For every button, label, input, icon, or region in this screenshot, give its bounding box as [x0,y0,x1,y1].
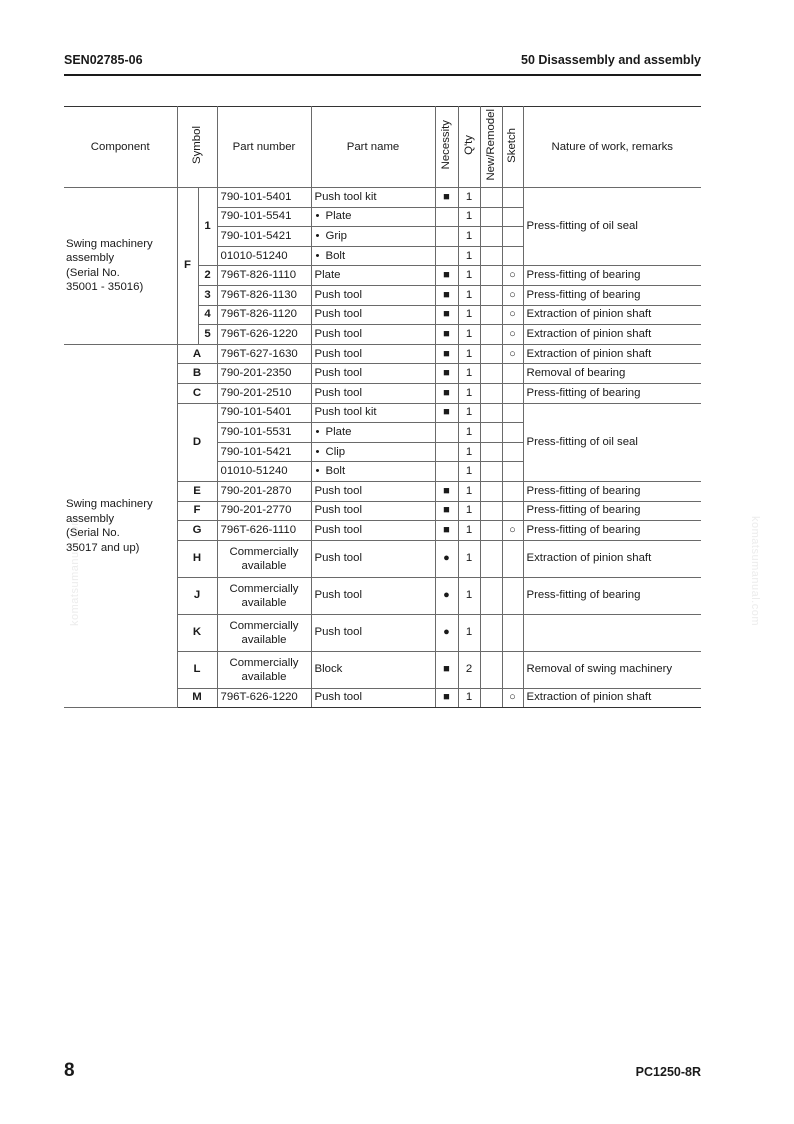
qty-cell: 1 [458,344,480,364]
symbol-cell: K [177,614,217,651]
qty-cell: 1 [458,501,480,521]
necessity-cell: ■ [435,364,458,384]
necessity-cell: ■ [435,521,458,541]
necessity-cell [435,442,458,462]
col-new-remodel: New/Remodel [480,107,502,188]
part-name-cell [311,285,435,305]
text-line: assembly [66,252,115,265]
part-number-cell: 790-201-2510 [217,383,311,403]
col-component: Component [64,107,177,188]
necessity-cell: ■ [435,403,458,423]
remarks-cell [523,614,701,651]
text-line: Commercially [229,619,299,632]
part-name-text: • Clip [315,446,346,458]
necessity-cell: ● [435,540,458,577]
symbol-cell: H [177,540,217,577]
part-number-cell: 790-201-2870 [217,481,311,501]
part-number-cell: 790-101-5401 [217,403,311,423]
sketch-cell [502,481,523,501]
sketch-cell [502,246,523,266]
necessity-cell: ■ [435,481,458,501]
remarks-cell: Press-fitting of bearing [523,521,701,541]
part-name-text: Push tool [314,484,362,497]
part-name-text: Plate [314,269,341,282]
remarks-cell: Extraction of pinion shaft [523,325,701,345]
sketch-cell [502,614,523,651]
sub-symbol-cell: 5 [198,325,217,345]
part-number-cell: 790-101-5541 [217,207,311,227]
symbol-cell: F [177,188,198,345]
part-number-cell: 790-201-2350 [217,364,311,384]
new-remodel-cell [480,383,502,403]
part-number-cell: 790-101-5421 [217,442,311,462]
necessity-cell: ■ [435,285,458,305]
part-number-cell: 796T-626-1220 [217,325,311,345]
sketch-cell [502,501,523,521]
col-necessity: Necessity [435,107,458,188]
part-name-cell [311,651,435,688]
part-name-text: Push tool [314,523,362,536]
sketch-cell: ○ [502,285,523,305]
part-name-text: • Grip [315,230,348,242]
sketch-cell: ○ [502,266,523,286]
qty-cell: 1 [458,305,480,325]
part-name-text: Push tool [314,552,362,565]
part-name-text: • Bolt [315,465,346,477]
part-number-cell [217,577,311,614]
part-name-text: Push tool [314,367,362,380]
part-number-cell: 796T-627-1630 [217,344,311,364]
necessity-cell: ■ [435,188,458,208]
part-name-text: Push tool [314,626,362,639]
new-remodel-cell [480,577,502,614]
new-remodel-cell [480,266,502,286]
part-name-cell [311,364,435,384]
part-name-cell [311,481,435,501]
remarks-cell: Press-fitting of bearing [523,266,701,286]
sketch-cell [502,651,523,688]
part-name-cell [311,344,435,364]
text-line: Swing machinery [66,498,153,511]
symbol-cell: G [177,521,217,541]
table-row [64,188,701,208]
part-name-text: Push tool [314,347,362,360]
part-number-cell: 01010-51240 [217,246,311,266]
new-remodel-cell [480,481,502,501]
part-name-text: • Plate [315,210,352,222]
remarks-cell: Extraction of pinion shaft [523,540,701,577]
part-name-cell [311,688,435,708]
col-qty: Q'ty [458,107,480,188]
part-number-cell: 790-101-5401 [217,188,311,208]
symbol-cell: D [177,403,217,481]
sub-symbol-cell: 3 [198,285,217,305]
model-name: PC1250-8R [635,1065,701,1079]
symbol-cell: J [177,577,217,614]
new-remodel-cell [480,227,502,247]
part-number-cell [217,614,311,651]
sketch-cell [502,540,523,577]
qty-cell: 1 [458,577,480,614]
part-number-cell: 790-201-2770 [217,501,311,521]
part-name-text: Push tool [314,691,362,704]
part-number-cell: 796T-626-1110 [217,521,311,541]
col-sketch: Sketch [502,107,523,188]
part-name-text: Push tool [314,308,362,321]
remarks-cell: Removal of bearing [523,364,701,384]
part-name-cell [311,325,435,345]
sketch-cell [502,462,523,482]
new-remodel-cell [480,540,502,577]
qty-cell: 1 [458,462,480,482]
new-remodel-cell [480,501,502,521]
necessity-cell: ■ [435,501,458,521]
text-line: available [241,633,287,646]
part-name-cell [311,188,435,208]
symbol-cell: E [177,481,217,501]
sketch-cell [502,577,523,614]
necessity-cell: ■ [435,266,458,286]
page-number: 8 [64,1060,75,1081]
new-remodel-cell [480,285,502,305]
qty-cell: 1 [458,266,480,286]
part-name-cell [311,577,435,614]
part-name-cell [311,383,435,403]
necessity-cell [435,207,458,227]
part-name-cell [311,423,435,443]
sketch-cell [502,364,523,384]
remarks-cell: Press-fitting of bearing [523,577,701,614]
sketch-cell [502,442,523,462]
qty-cell: 1 [458,285,480,305]
part-name-cell [311,227,435,247]
text-line: Commercially [229,582,299,595]
part-number-cell: 796T-826-1110 [217,266,311,286]
qty-cell: 1 [458,481,480,501]
component-cell [64,344,177,708]
remarks-cell: Press-fitting of bearing [523,501,701,521]
remarks-cell: Extraction of pinion shaft [523,344,701,364]
part-name-text: Push tool [314,288,362,301]
sketch-cell: ○ [502,344,523,364]
necessity-cell [435,423,458,443]
sub-symbol-cell: 4 [198,305,217,325]
qty-cell: 1 [458,403,480,423]
text-line: assembly [66,512,115,525]
qty-cell: 1 [458,207,480,227]
part-name-cell [311,207,435,227]
new-remodel-cell [480,462,502,482]
text-line: available [241,596,287,609]
part-number-cell: 790-101-5421 [217,227,311,247]
component-cell [64,188,177,345]
part-name-text: Push tool [314,589,362,602]
text-line: available [241,670,287,683]
remarks-cell: Removal of swing machinery [523,651,701,688]
sketch-cell [502,207,523,227]
remarks-cell: Press-fitting of bearing [523,285,701,305]
new-remodel-cell [480,651,502,688]
text-line: 35001 - 35016) [66,281,144,294]
new-remodel-cell [480,403,502,423]
part-number-cell: 796T-826-1120 [217,305,311,325]
sketch-cell [502,403,523,423]
qty-cell: 1 [458,364,480,384]
tools-table [64,106,701,708]
table-row [64,344,701,364]
part-name-cell [311,540,435,577]
part-number-cell [217,540,311,577]
text-line: (Serial No. [66,266,120,279]
part-number-cell [217,651,311,688]
symbol-cell: M [177,688,217,708]
part-name-cell [311,266,435,286]
sketch-cell [502,188,523,208]
new-remodel-cell [480,364,502,384]
sketch-cell: ○ [502,521,523,541]
new-remodel-cell [480,188,502,208]
qty-cell: 1 [458,383,480,403]
part-name-cell [311,501,435,521]
col-symbol: Symbol [177,107,217,188]
symbol-cell: F [177,501,217,521]
part-number-cell: 796T-826-1130 [217,285,311,305]
watermark-right: komatsumanual.com [749,516,761,626]
remarks-cell: Press-fitting of oil seal [523,403,701,481]
col-part-name: Part name [311,107,435,188]
qty-cell: 1 [458,614,480,651]
watermark-left: komatsumanual.com [69,516,81,626]
part-name-text: Push tool kit [314,190,377,203]
necessity-cell: ■ [435,651,458,688]
col-remarks: Nature of work, remarks [523,107,701,188]
qty-cell: 1 [458,442,480,462]
part-name-text: Block [314,663,343,676]
text-line: Commercially [229,656,299,669]
necessity-cell: ■ [435,325,458,345]
part-name-cell [311,462,435,482]
qty-cell: 1 [458,688,480,708]
necessity-cell: ● [435,577,458,614]
part-name-text: • Plate [315,426,352,438]
col-part-number: Part number [217,107,311,188]
qty-cell: 1 [458,540,480,577]
new-remodel-cell [480,423,502,443]
remarks-cell: Extraction of pinion shaft [523,688,701,708]
text-line: (Serial No. [66,527,120,540]
part-name-cell [311,246,435,266]
sketch-cell: ○ [502,305,523,325]
header-row [64,107,701,188]
remarks-cell: Extraction of pinion shaft [523,305,701,325]
necessity-cell: ■ [435,344,458,364]
text-line: available [241,559,287,572]
qty-cell: 1 [458,325,480,345]
remarks-cell: Press-fitting of oil seal [523,188,701,266]
part-name-text: Push tool kit [314,406,377,419]
text-line: Swing machinery [66,237,153,250]
section-title: 50 Disassembly and assembly [521,53,701,67]
part-number-cell: 01010-51240 [217,462,311,482]
new-remodel-cell [480,614,502,651]
header-rule [64,74,701,76]
part-name-cell [311,442,435,462]
qty-cell: 1 [458,521,480,541]
new-remodel-cell [480,246,502,266]
necessity-cell: ■ [435,688,458,708]
qty-cell: 1 [458,246,480,266]
qty-cell: 1 [458,188,480,208]
remarks-cell: Press-fitting of bearing [523,481,701,501]
part-number-cell: 790-101-5531 [217,423,311,443]
new-remodel-cell [480,305,502,325]
new-remodel-cell [480,207,502,227]
part-name-text: Push tool [314,327,362,340]
qty-cell: 1 [458,227,480,247]
part-name-cell [311,403,435,423]
qty-cell: 1 [458,423,480,443]
symbol-cell: L [177,651,217,688]
new-remodel-cell [480,344,502,364]
doc-code: SEN02785-06 [64,53,143,67]
necessity-cell [435,246,458,266]
necessity-cell [435,462,458,482]
necessity-cell: ■ [435,383,458,403]
sub-symbol-cell: 2 [198,266,217,286]
qty-cell: 2 [458,651,480,688]
necessity-cell: ● [435,614,458,651]
text-line: Commercially [229,545,299,558]
sketch-cell [502,227,523,247]
new-remodel-cell [480,688,502,708]
part-name-cell [311,614,435,651]
symbol-cell: C [177,383,217,403]
text-line: 35017 and up) [66,541,140,554]
part-name-cell [311,521,435,541]
part-name-text: Push tool [314,504,362,517]
sketch-cell: ○ [502,688,523,708]
necessity-cell [435,227,458,247]
symbol-cell: A [177,344,217,364]
remarks-cell: Press-fitting of bearing [523,383,701,403]
new-remodel-cell [480,442,502,462]
symbol-cell: B [177,364,217,384]
new-remodel-cell [480,521,502,541]
part-name-text: Push tool [314,386,362,399]
sub-symbol-cell: 1 [198,188,217,266]
necessity-cell: ■ [435,305,458,325]
part-name-text: • Bolt [315,250,346,262]
part-name-cell [311,305,435,325]
sketch-cell [502,383,523,403]
part-number-cell: 796T-626-1220 [217,688,311,708]
new-remodel-cell [480,325,502,345]
sketch-cell [502,423,523,443]
sketch-cell: ○ [502,325,523,345]
